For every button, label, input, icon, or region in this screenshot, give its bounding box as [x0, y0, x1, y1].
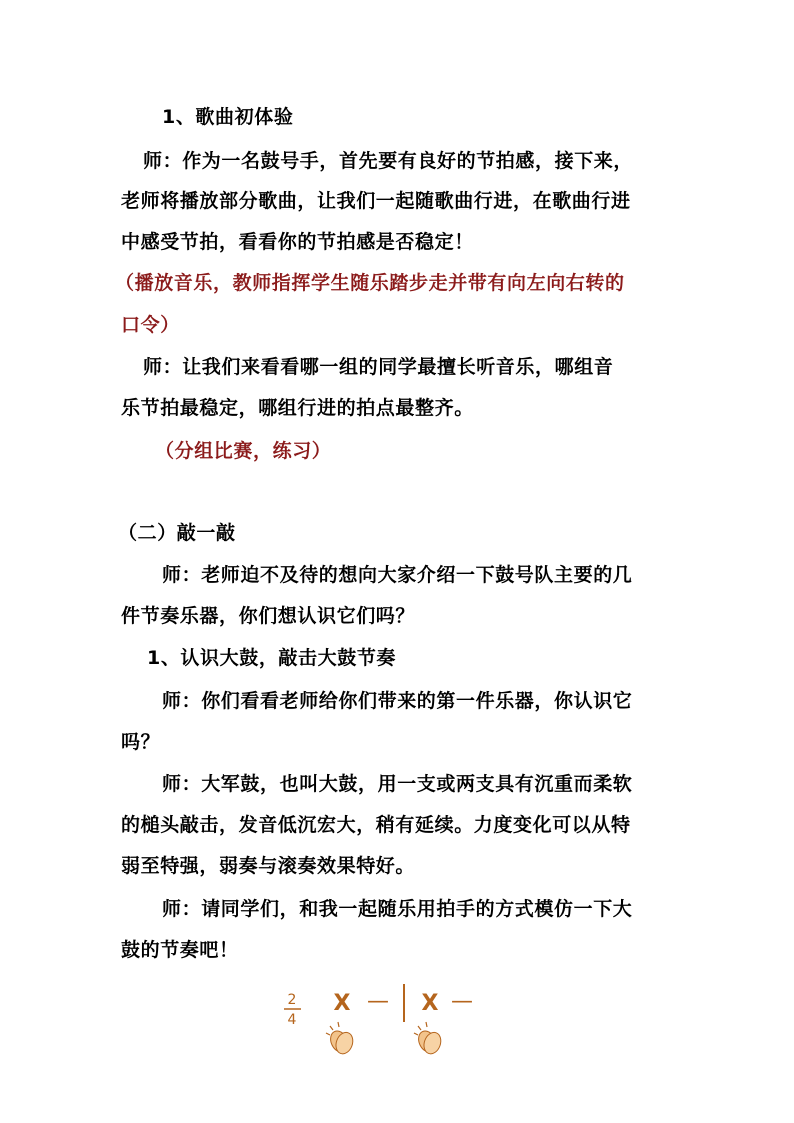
- paragraph-4-line-2: 吗？: [121, 731, 161, 753]
- time-signature-bottom: 4: [287, 1012, 297, 1028]
- paragraph-6-line-2: 鼓的节奏吧！: [121, 939, 239, 961]
- section-heading-knock: （二）敲一敲: [118, 522, 236, 544]
- paragraph-1-line-2: 老师将播放部分歌曲，让我们一起随歌曲行进，在歌曲行进: [121, 190, 631, 212]
- paragraph-1-line-1: 师：作为一名鼓号手，首先要有良好的节拍感，接下来，: [143, 150, 634, 172]
- stage-direction-1-line-1: （播放音乐，教师指挥学生随乐踏步走并带有向左向右转的: [115, 272, 625, 294]
- stage-direction-1-line-2: 口令）: [121, 314, 180, 336]
- measure-1-note: X: [333, 991, 351, 1016]
- paragraph-5-line-3: 弱至特强，弱奏与滚奏效果特好。: [121, 855, 416, 877]
- paragraph-3-line-2: 件节奏乐器，你们想认识它们吗？: [121, 605, 416, 627]
- paragraph-1-line-3: 中感受节拍，看看你的节拍感是否稳定！: [121, 231, 474, 253]
- paragraph-6-line-1: 师：请同学们，和我一起随乐用拍手的方式模仿一下大: [162, 898, 633, 920]
- paragraph-2-line-1: 师：让我们来看看哪一组的同学最擅长听音乐，哪组音: [143, 356, 614, 378]
- paragraph-4-line-1: 师：你们看看老师给你们带来的第一件乐器，你认识它: [162, 690, 633, 712]
- section-heading-song-experience: 1、歌曲初体验: [162, 106, 294, 128]
- paragraph-5-line-2: 的槌头敲击，发音低沉宏大，稍有延续。力度变化可以从特: [121, 814, 631, 836]
- measure-2-note: X: [421, 991, 439, 1016]
- clap-icon: [326, 1022, 356, 1056]
- stage-direction-2: （分组比赛，练习）: [155, 440, 332, 462]
- time-signature-top: 2: [287, 992, 297, 1008]
- paragraph-2-line-2: 乐节拍最稳定，哪组行进的拍点最整齐。: [121, 397, 474, 419]
- rhythm-notation: [280, 980, 500, 1060]
- paragraph-5-line-1: 师：大军鼓，也叫大鼓，用一支或两支具有沉重而柔软: [162, 773, 633, 795]
- measure-1-dash: —: [367, 989, 389, 1014]
- paragraph-3-line-1: 师：老师迫不及待的想向大家介绍一下鼓号队主要的几: [162, 564, 633, 586]
- section-heading-big-drum: 1、认识大鼓，敲击大鼓节奏: [147, 647, 397, 669]
- measure-2-dash: —: [451, 989, 473, 1014]
- clap-icon: [414, 1022, 444, 1056]
